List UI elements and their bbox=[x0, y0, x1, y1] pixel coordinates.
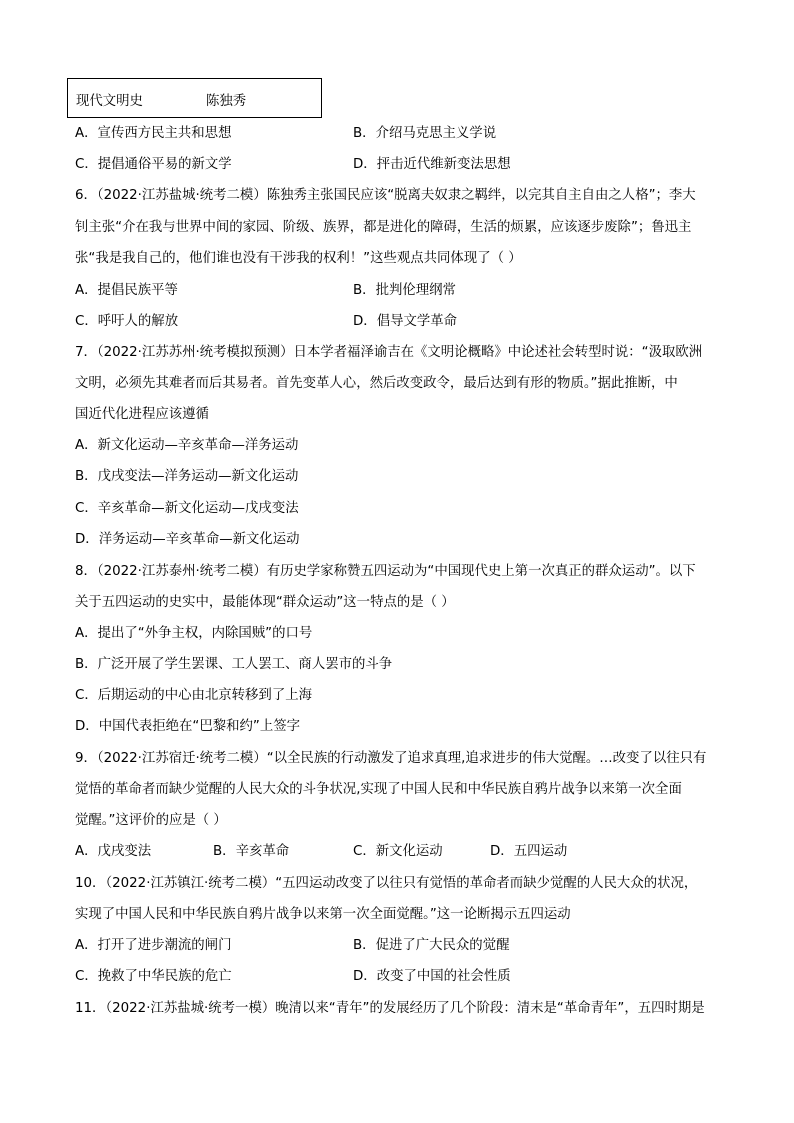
q6-stem-line-2: 钊主张“介在我与世界中间的家园、阶级、族界，都是进化的障碍，生活的烦累，应该逐步废除”；鲁迅主 bbox=[75, 220, 692, 235]
q7-option-c: C．辛亥革命—新文化运动—戊戌变法 bbox=[75, 501, 299, 516]
q9-stem-line-3: 觉醒。”这评价的应是（ ） bbox=[75, 813, 227, 828]
q6-option-c: C．呼吁人的解放 bbox=[75, 314, 179, 329]
q5-option-b: B．介绍马克思主义学说 bbox=[353, 126, 497, 141]
q9-option-c: C．新文化运动 bbox=[353, 844, 443, 859]
q6-option-b: B．批判伦理纲常 bbox=[353, 283, 456, 298]
q9-option-b: B．辛亥革命 bbox=[213, 844, 290, 859]
q10-option-a: A．打开了进步潮流的闸门 bbox=[75, 938, 232, 953]
q6-stem-line-3: 张“我是我自己的，他们谁也没有干涉我的权利！”这些观点共同体现了（ ） bbox=[75, 251, 522, 266]
q7-option-d: D．洋务运动—辛亥革命—新文化运动 bbox=[75, 532, 300, 547]
q11-stem-line-1: 11．（2022·江苏盐城·统考一模）晚清以来“青年”的发展经历了几个阶段：清末是“革命青年”，五四时期是 bbox=[75, 1001, 705, 1016]
q7-option-a: A．新文化运动—辛亥革命—洋务运动 bbox=[75, 438, 299, 453]
q6-stem-line-1: 6．（2022·江苏盐城·统考二模）陈独秀主张国民应该“脱离夫奴隶之羁绊，以完其自主自由之人格”；李大 bbox=[75, 188, 696, 203]
q7-stem-line-3: 国近代化进程应该遵循 bbox=[75, 407, 209, 422]
q6-option-d: D．倡导文学革命 bbox=[353, 314, 458, 329]
q10-option-c: C．挽救了中华民族的危亡 bbox=[75, 969, 232, 984]
q9-stem-line-1: 9．（2022·江苏宿迁·统考二模）“以全民族的行动激发了追求真理,追求进步的伟大觉醒。…改变了以往只有 bbox=[75, 751, 707, 766]
q10-option-d: D．改变了中国的社会性质 bbox=[353, 969, 511, 984]
q5-option-d: D．抨击近代维新变法思想 bbox=[353, 157, 511, 172]
q8-option-a: A．提出了“外争主权，内除国贼”的口号 bbox=[75, 626, 313, 641]
q9-stem-line-2: 觉悟的革命者而缺少觉醒的人民大众的斗争状况,实现了中国人民和中华民族自鸦片战争以来第一次全面 bbox=[75, 782, 682, 797]
table-cell-topic: 现代文明史 bbox=[76, 94, 143, 109]
q5-option-a: A．宣传西方民主共和思想 bbox=[75, 126, 232, 141]
q9-option-a: A．戊戌变法 bbox=[75, 844, 152, 859]
q7-option-b: B．戊戌变法—洋务运动—新文化运动 bbox=[75, 469, 299, 484]
q7-stem-line-1: 7．（2022·江苏苏州·统考模拟预测）日本学者福泽谕吉在《文明论概略》中论述社会转型时说：“汲取欧洲 bbox=[75, 345, 703, 360]
q8-stem-line-1: 8．（2022·江苏泰州·统考二模）有历史学家称赞五四运动为“中国现代史上第一次真正的群众运动”。以下 bbox=[75, 564, 696, 579]
q10-stem-line-2: 实现了中国人民和中华民族自鸦片战争以来第一次全面觉醒。”这一论断揭示五四运动 bbox=[75, 907, 571, 922]
q8-option-b: B．广泛开展了学生罢课、工人罢工、商人罢市的斗争 bbox=[75, 657, 393, 672]
q10-option-b: B．促进了广大民众的觉醒 bbox=[353, 938, 510, 953]
q10-stem-line-1: 10．（2022·江苏镇江·统考二模）“五四运动改变了以往只有觉悟的革命者而缺少觉醒的人民大众的状况， bbox=[75, 876, 698, 891]
q6-option-a: A．提倡民族平等 bbox=[75, 283, 178, 298]
table-cell-person: 陈独秀 bbox=[206, 94, 247, 109]
q8-stem-line-2: 关于五四运动的史实中，最能体现“群众运动”这一特点的是（ ） bbox=[75, 595, 455, 610]
q8-option-c: C．后期运动的中心由北京转移到了上海 bbox=[75, 688, 312, 703]
q8-option-d: D．中国代表拒绝在“巴黎和约”上签字 bbox=[75, 719, 301, 734]
q5-option-c: C．提倡通俗平易的新文学 bbox=[75, 157, 232, 172]
q7-stem-line-2: 文明，必须先其难者而后其易者。首先变革人心，然后改变政令，最后达到有形的物质。”据此推断，中 bbox=[75, 376, 678, 391]
q9-option-d: D．五四运动 bbox=[490, 844, 568, 859]
excerpt-table bbox=[67, 78, 322, 118]
